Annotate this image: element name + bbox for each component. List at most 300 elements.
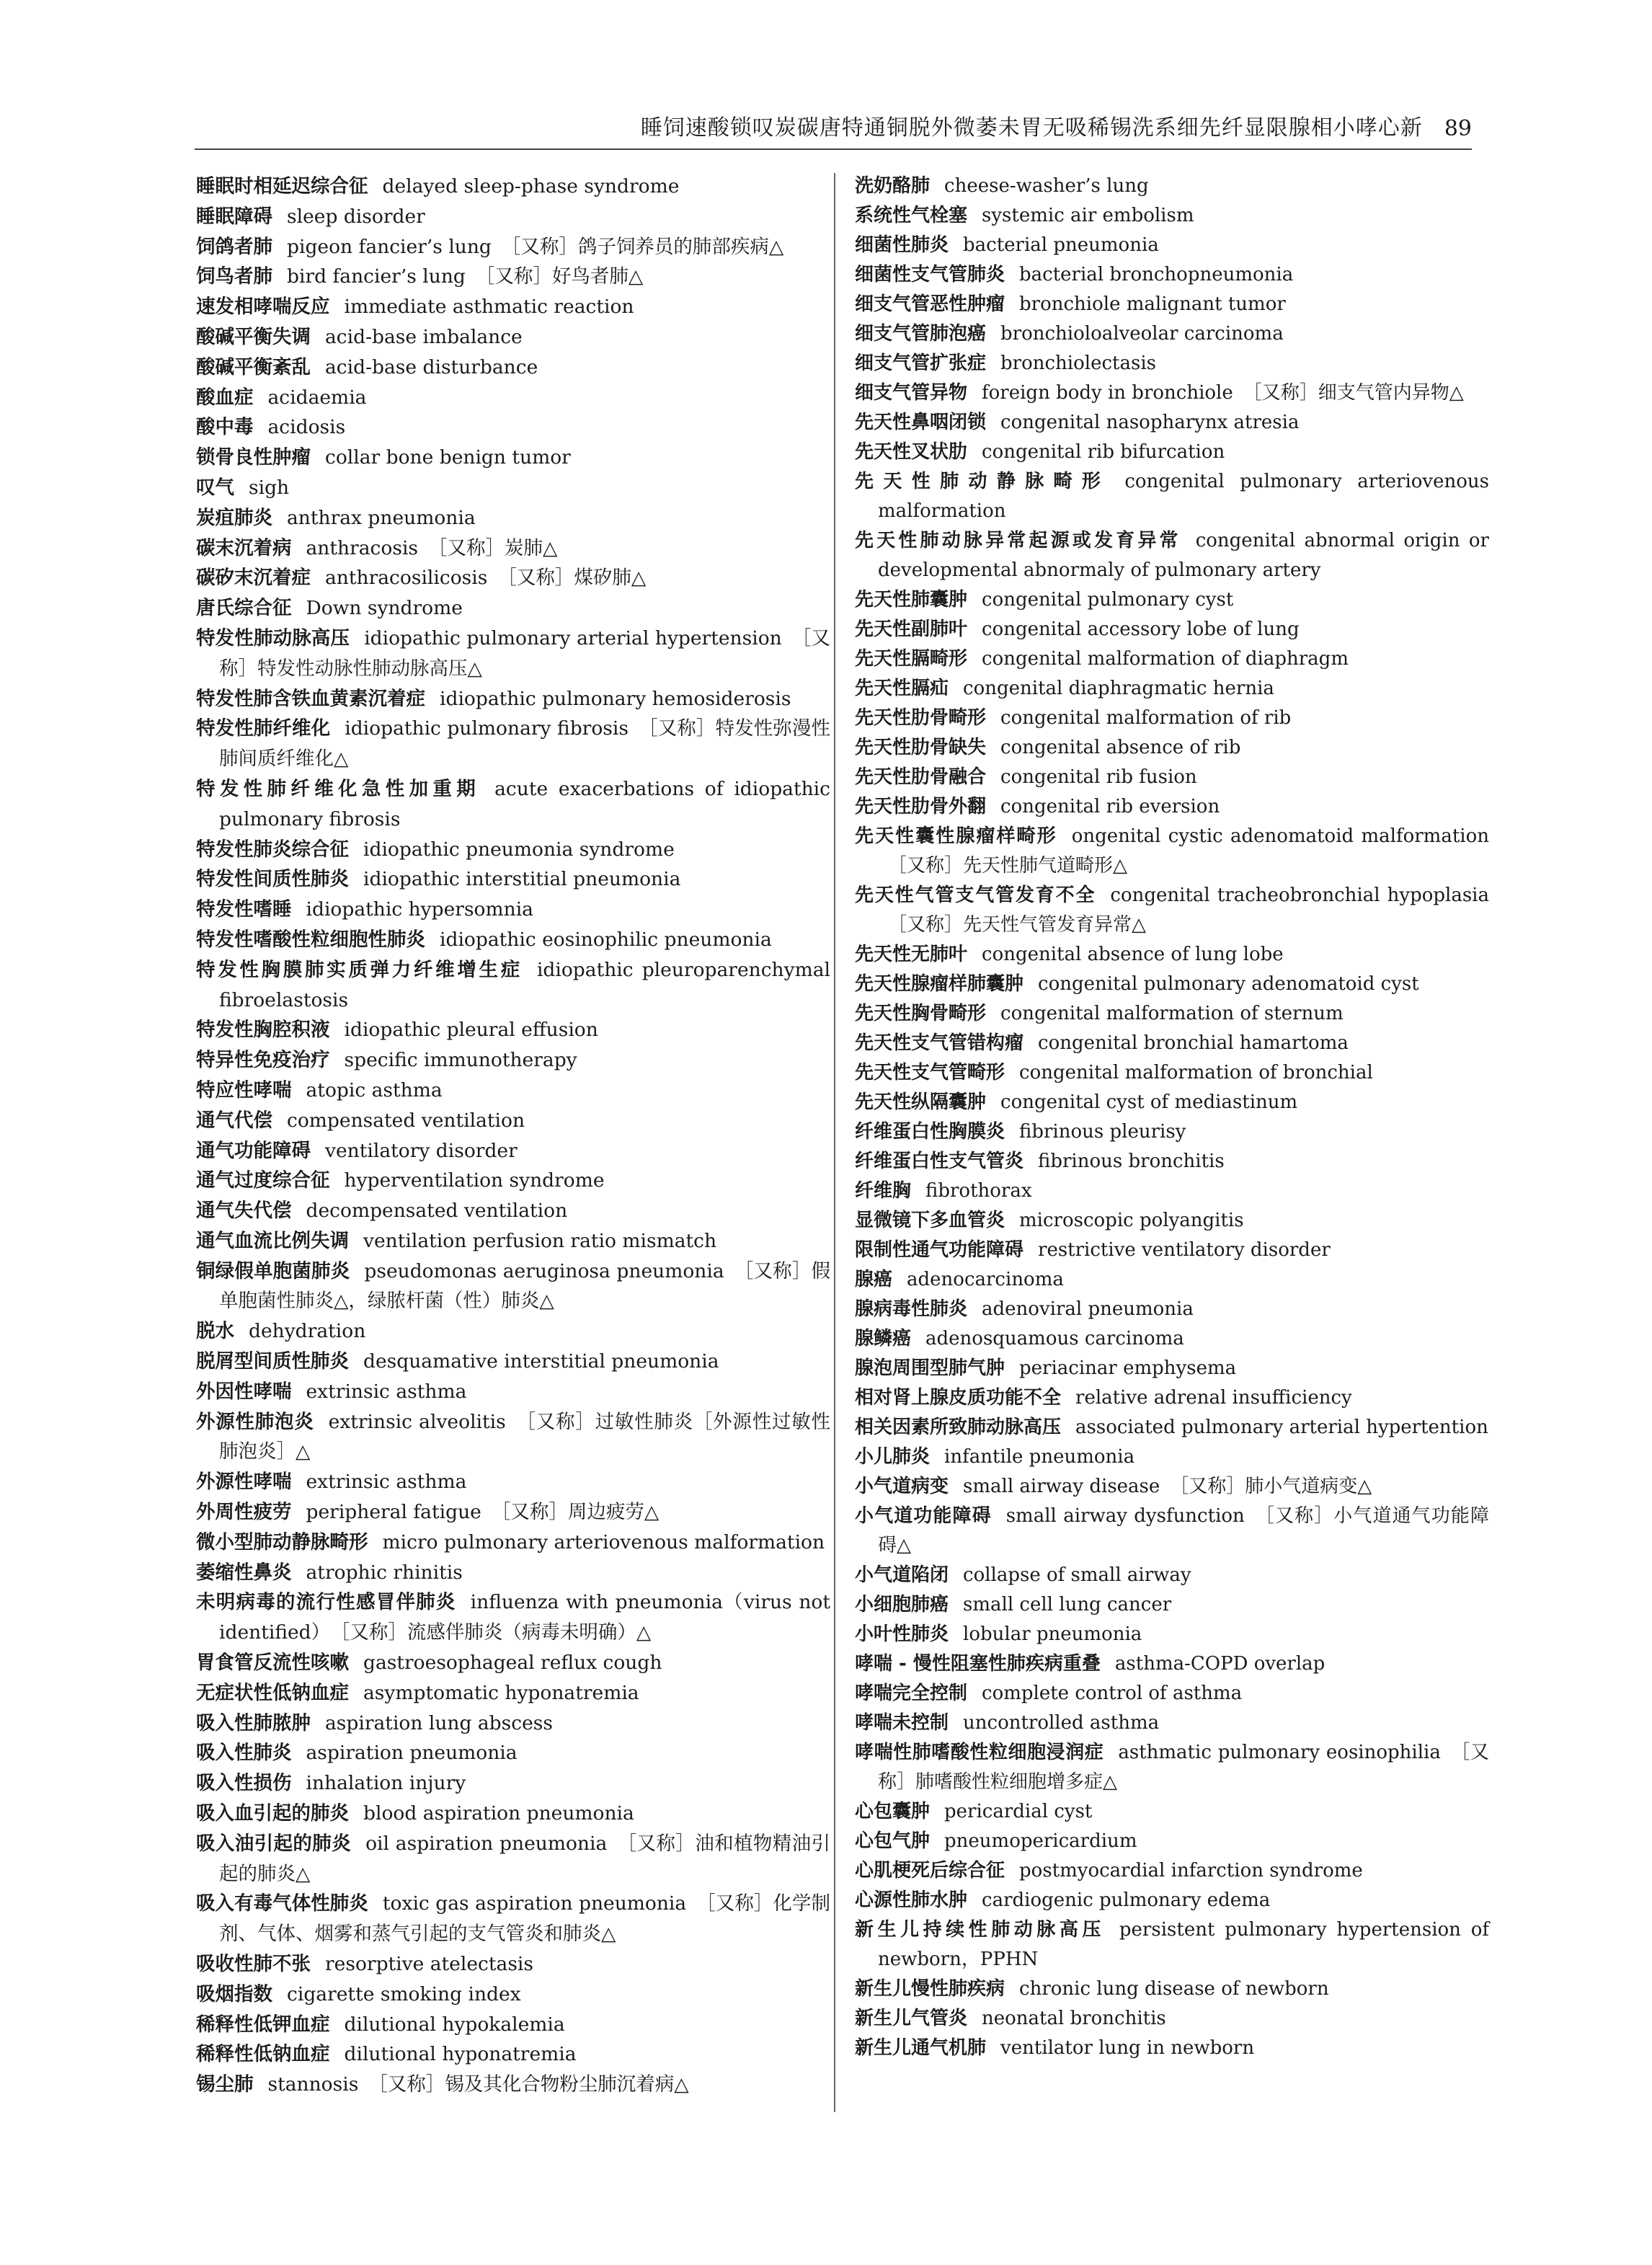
term-chinese: 稀释性低钠血症 [196,2043,330,2066]
term-chinese: 小儿肺炎 [855,1446,931,1468]
term-english: immediate asthmatic reaction [344,296,634,319]
term-english: congenital malformation of rib [1000,707,1292,729]
glossary-entry [196,443,830,473]
term-chinese: 系统性气栓塞 [855,205,968,226]
term-chinese: 叹气 [196,476,234,499]
term-chinese: 哮喘未控制 [855,1712,949,1734]
term-english: sleep disorder [287,205,425,228]
term-english: desquamative interstitial pneumonia [363,1350,719,1373]
term-english: lobular pneumonia [963,1623,1142,1645]
glossary-entry [196,1738,830,1768]
term-english: adenosquamous carcinoma [925,1328,1184,1349]
term-chinese: 速发相哮喘反应 [196,296,330,319]
term-english: neonatal bronchitis [982,2008,1166,2029]
glossary-entry [196,624,830,684]
term-alias: ［又称］特发性动脉性肺动脉高压△ [219,626,831,680]
term-english: acute exacerbations of idiopathic pulmonary fibrosis [219,777,830,830]
term-english: idiopathic pneumonia syndrome [363,838,675,861]
term-english: aspiration lung abscess [325,1711,553,1734]
glossary-entry [855,1088,1489,1117]
glossary-entry [196,2010,830,2040]
glossary-entry [855,408,1489,438]
glossary-entry [196,503,830,533]
term-english: aspiration pneumonia [306,1742,518,1765]
term-chinese: 新生儿气管炎 [855,2008,968,2029]
term-english: congenital pulmonary cyst [982,589,1234,611]
term-chinese: 显微镜下多血管炎 [855,1210,1005,1231]
term-chinese: 先天性肋骨缺失 [855,737,987,758]
term-chinese: 小气道功能障碍 [855,1505,992,1527]
term-english: congenital abnormal origin or developmental abnormaly of pulmonary artery [878,530,1489,581]
term-english: congenital rib eversion [1000,796,1220,817]
glossary-entry [196,593,830,624]
term-chinese: 特发性肺含铁血黄素沉着症 [196,687,425,710]
glossary-entry [196,1226,830,1256]
term-english: idiopathic interstitial pneumonia [363,868,681,891]
glossary-entry [855,1324,1489,1354]
glossary-entry [196,202,830,232]
term-chinese: 通气血流比例失调 [196,1229,349,1252]
glossary-entry [855,231,1489,260]
glossary-entry [196,172,830,202]
glossary-entry [855,438,1489,467]
glossary-entry [855,172,1489,201]
term-english: idiopathic hypersomnia [306,898,533,921]
glossary-entry [196,1558,830,1588]
term-chinese: 外源性哮喘 [196,1471,292,1494]
term-chinese: 先天性膈畸形 [855,648,968,670]
glossary-entry [196,955,830,1016]
term-english: Down syndrome [306,597,463,620]
term-chinese: 特发性间质性肺炎 [196,868,349,891]
term-english: congenital accessory lobe of lung [982,619,1300,640]
glossary-entry [196,835,830,865]
right-column [855,172,1489,2063]
term-english: asthmatic pulmonary eosinophilia [1118,1742,1441,1763]
term-alias: ［又称］肺小气道病变△ [1170,1476,1372,1497]
term-chinese: 洗奶酪肺 [855,175,931,197]
glossary-entry [196,2039,830,2070]
term-chinese: 腺病毒性肺炎 [855,1298,968,1320]
term-chinese: 纤维胸 [855,1180,912,1202]
glossary-entry [855,1354,1489,1383]
glossary-entry [196,1377,830,1407]
glossary-entry [855,881,1489,940]
term-english: influenza with pneumonia（virus not identified） [219,1591,830,1644]
term-english: congenital absence of rib [1000,737,1241,758]
glossary-entry [855,1915,1489,1974]
term-english: cigarette smoking index [287,1982,521,2005]
term-english: inhalation injury [306,1772,466,1795]
term-english: congenital malformation of sternum [1000,1003,1344,1024]
glossary-entry [196,383,830,413]
term-english: pneumopericardium [944,1830,1137,1852]
term-english: atrophic rhinitis [306,1561,463,1584]
term-chinese: 唐氏综合征 [196,597,292,620]
term-chinese: 先天性肺动脉异常起源或发育异常 [855,530,1181,551]
term-english: chronic lung disease of newborn [1019,1978,1329,2000]
term-english: bronchiolectasis [1000,353,1156,374]
glossary-entry [196,1166,830,1196]
term-english: bird fancier’s lung [287,265,466,288]
glossary-entry [196,1829,830,1889]
term-english: fibrothorax [925,1180,1032,1202]
term-chinese: 铜绿假单胞菌肺炎 [196,1259,350,1282]
term-chinese: 先天性气管支气管发育不全 [855,885,1096,906]
term-english: idiopathic pleural effusion [344,1019,598,1042]
term-english: infantile pneumonia [944,1446,1135,1468]
term-english: congenital absence of lung lobe [982,944,1284,965]
glossary-entry [196,1980,830,2010]
glossary-entry [196,774,830,835]
glossary-entry [855,1856,1489,1886]
glossary-entry [196,1768,830,1799]
term-chinese: 新生儿持续性肺动脉高压 [855,1919,1105,1941]
term-chinese: 先天性膈疝 [855,678,949,699]
term-english: anthracosilicosis [325,567,488,590]
term-chinese: 特异性免疫治疗 [196,1049,330,1072]
glossary-entry [855,1383,1489,1413]
term-chinese: 先天性支气管错构瘤 [855,1032,1024,1054]
term-alias: ［又称］油和植物精油引起的肺炎△ [219,1832,830,1885]
glossary-entry [855,290,1489,319]
glossary-entry [855,999,1489,1029]
term-english: congenital rib fusion [1000,766,1197,788]
term-english: complete control of asthma [982,1683,1243,1704]
glossary-entry [855,1590,1489,1620]
term-chinese: 无症状性低钠血症 [196,1681,349,1704]
term-chinese: 哮喘完全控制 [855,1683,968,1704]
term-chinese: 酸碱平衡失调 [196,325,311,348]
term-chinese: 先天性肋骨畸形 [855,707,987,729]
glossary-entry [855,644,1489,674]
term-chinese: 酸碱平衡紊乱 [196,355,311,378]
term-english: congenital rib bifurcation [982,441,1225,463]
glossary-entry [196,1076,830,1106]
glossary-entry [855,1620,1489,1649]
term-english: extrinsic alveolitis [328,1410,506,1433]
term-chinese: 纤维蛋白性胸膜炎 [855,1121,1005,1143]
term-chinese: 特发性肺纤维化 [196,717,331,740]
term-chinese: 先天性副肺叶 [855,619,968,640]
term-chinese: 吸入血引起的肺炎 [196,1802,349,1825]
term-english: pseudomonas aeruginosa pneumonia [364,1259,724,1282]
glossary-entry [855,378,1489,408]
glossary-entry [196,1708,830,1739]
term-chinese: 通气功能障碍 [196,1139,311,1162]
glossary-entry [196,473,830,503]
term-alias: ［又称］先天性肺气道畸形△ [888,855,1127,877]
term-english: bacterial bronchopneumonia [1019,264,1294,285]
glossary-entry [855,1029,1489,1058]
glossary-entry [855,1176,1489,1206]
term-chinese: 吸入性肺炎 [196,1742,292,1765]
term-chinese: 先天性肋骨融合 [855,766,987,788]
glossary-entry [196,1196,830,1226]
term-chinese: 睡眠障碍 [196,205,272,228]
term-chinese: 睡眠时相延迟综合征 [196,175,368,198]
glossary-entry [196,1136,830,1166]
glossary-entry [855,467,1489,526]
term-chinese: 先天性肺动静脉畸形 [855,471,1111,492]
term-english: peripheral fatigue [306,1501,481,1524]
term-english: hyperventilation syndrome [344,1169,605,1192]
term-english: uncontrolled asthma [963,1712,1160,1734]
term-english: idiopathic pulmonary fibrosis [345,717,629,740]
term-english: congenital cyst of mediastinum [1000,1091,1298,1113]
glossary-entry [855,1649,1489,1679]
term-chinese: 细菌性支气管肺炎 [855,264,1005,285]
term-chinese: 心包囊肿 [855,1801,931,1822]
term-chinese: 先天性腺瘤样肺囊肿 [855,973,1024,995]
glossary-entry [855,260,1489,290]
glossary-entry [196,262,830,292]
term-english: congenital tracheobronchial hypoplasia [1110,885,1489,906]
term-chinese: 先天性囊性腺瘤样畸形 [855,825,1057,847]
glossary-entry [855,1886,1489,1915]
term-english: ventilator lung in newborn [1000,2037,1255,2059]
term-chinese: 炭疽肺炎 [196,506,272,529]
glossary-entry [196,1467,830,1497]
glossary-entry [855,1472,1489,1502]
column-divider [834,173,835,2112]
term-english: asthma-COPD overlap [1114,1653,1325,1675]
glossary-entry [855,1117,1489,1147]
glossary-entry [855,349,1489,378]
glossary-entry [855,763,1489,792]
term-chinese: 新生儿通气机肺 [855,2037,987,2059]
term-english: pericardial cyst [944,1801,1093,1822]
term-english: dilutional hypokalemia [344,2013,565,2036]
term-chinese: 先天性鼻咽闭锁 [855,412,987,433]
term-chinese: 相对肾上腺皮质功能不全 [855,1387,1062,1409]
term-english: anthrax pneumonia [287,506,476,529]
term-english: congenital nasopharynx atresia [1000,412,1300,433]
glossary-entry [855,733,1489,763]
glossary-entry [855,1679,1489,1708]
glossary-entry [855,1797,1489,1827]
term-chinese: 哮喘 - 慢性阻塞性肺疾病重叠 [855,1653,1101,1675]
term-chinese: 先天性纵隔囊肿 [855,1091,987,1113]
term-chinese: 腺泡周围型肺气肿 [855,1357,1005,1379]
term-english: idiopathic eosinophilic pneumonia [440,928,772,951]
term-chinese: 腺鳞癌 [855,1328,912,1349]
term-chinese: 碳末沉着病 [196,536,292,559]
glossary-entry [196,714,830,774]
term-english: extrinsic asthma [306,1471,467,1494]
term-chinese: 特应性哮喘 [196,1078,292,1102]
term-english: dehydration [249,1320,366,1343]
term-english: bronchiole malignant tumor [1019,293,1286,315]
term-chinese: 细支气管异物 [855,382,968,404]
term-chinese: 心包气肿 [855,1830,931,1852]
term-english: collapse of small airway [963,1564,1191,1586]
term-english: congenital malformation of bronchial [1019,1062,1373,1083]
glossary-entry [196,864,830,895]
term-chinese: 饲鸽者肺 [196,235,272,258]
term-english: restrictive ventilatory disorder [1038,1239,1331,1261]
term-chinese: 特发性肺炎综合征 [196,838,349,861]
term-english: blood aspiration pneumonia [363,1802,634,1825]
glossary-entry [196,1799,830,1829]
glossary-entry [855,1265,1489,1295]
term-alias: ［又称］过敏性肺炎［外源性过敏性肺泡炎］△ [219,1410,830,1463]
term-english: collar bone benign tumor [325,446,571,469]
term-english: compensated ventilation [287,1109,525,1132]
glossary-entry [196,322,830,353]
term-chinese: 特发性肺纤维化急性加重期 [196,777,481,800]
term-chinese: 稀释性低钾血症 [196,2013,330,2036]
term-chinese: 外周性疲劳 [196,1501,292,1524]
term-english: ventilation perfusion ratio mismatch [363,1229,717,1252]
term-chinese: 特发性嗜酸性粒细胞性肺炎 [196,928,425,951]
term-english: idiopathic pulmonary hemosiderosis [440,687,791,710]
glossary-entry [855,792,1489,822]
term-chinese: 脱屑型间质性肺炎 [196,1350,349,1373]
term-chinese: 吸入性损伤 [196,1772,292,1795]
term-english: postmyocardial infarction syndrome [1019,1860,1363,1881]
glossary-entry [196,1497,830,1528]
glossary-entry [855,1236,1489,1265]
term-english: bronchioloalveolar carcinoma [1000,323,1284,345]
glossary-entry [196,1678,830,1708]
glossary-entry [855,1708,1489,1738]
term-english: congenital malformation of diaphragm [982,648,1349,670]
term-english: acidosis [267,416,346,439]
glossary-entry [196,684,830,714]
term-english: pigeon fancier’s lung [287,235,492,258]
glossary-entry [196,1316,830,1347]
term-chinese: 吸入有毒气体性肺炎 [196,1892,368,1915]
term-english: acidaemia [267,386,367,409]
term-english: ongenital cystic adenomatoid malformation [1071,825,1489,847]
term-chinese: 细支气管扩张症 [855,353,987,374]
glossary-entry [196,1347,830,1377]
term-chinese: 心源性肺水肿 [855,1889,968,1911]
glossary-entry [855,1147,1489,1176]
term-chinese: 饲鸟者肺 [196,265,272,288]
term-english: specific immunotherapy [344,1049,577,1072]
term-english: microscopic polyangitis [1019,1210,1244,1231]
term-english: toxic gas aspiration pneumonia [382,1892,687,1915]
term-chinese: 特发性肺动脉高压 [196,626,350,650]
term-english: atopic asthma [306,1078,443,1102]
term-english: relative adrenal insufficiency [1075,1387,1352,1409]
glossary-entry [196,1256,830,1317]
term-english: congenital diaphragmatic hernia [963,678,1274,699]
term-english: resorptive atelectasis [325,1953,533,1976]
glossary-entry [855,822,1489,881]
glossary-entry [196,895,830,925]
term-chinese: 吸收性肺不张 [196,1953,311,1976]
glossary-entry [196,925,830,955]
term-english: fibrinous bronchitis [1038,1151,1225,1172]
term-chinese: 酸中毒 [196,416,254,439]
term-chinese: 相关因素所致肺动脉高压 [855,1417,1062,1438]
glossary-entry [855,1413,1489,1442]
glossary-entry [196,1949,830,1980]
glossary-entry [855,1738,1489,1797]
term-english: asymptomatic hyponatremia [363,1681,639,1704]
glossary-entry [855,1058,1489,1088]
glossary-entry [196,1407,830,1468]
term-alias: ［又称］鸽子饲养员的肺部疾病△ [501,235,784,258]
term-english: adenocarcinoma [907,1269,1064,1290]
term-english: congenital pulmonary arteriovenous malformation [878,471,1489,522]
term-chinese: 先天性胸骨畸形 [855,1003,987,1024]
term-chinese: 细支气管肺泡癌 [855,323,987,345]
term-english: acid-base disturbance [325,355,538,378]
term-chinese: 锁骨良性肿瘤 [196,446,311,469]
glossary-entry [196,412,830,443]
glossary-entry [196,232,830,262]
term-chinese: 碳矽末沉着症 [196,567,311,590]
term-english: anthracosis [306,536,419,559]
glossary-entry [196,563,830,593]
term-english: cardiogenic pulmonary edema [982,1889,1271,1911]
term-english: systemic air embolism [982,205,1194,226]
term-chinese: 通气过度综合征 [196,1169,330,1192]
term-chinese: 限制性通气功能障碍 [855,1239,1024,1261]
term-chinese: 小细胞肺癌 [855,1594,949,1615]
left-column [196,172,830,2100]
glossary-entry [196,1648,830,1678]
term-english: persistent pulmonary hypertension of newborn，PPHN [878,1919,1489,1970]
term-alias: ［又称］炭肺△ [428,536,558,559]
term-chinese: 吸入性肺脓肿 [196,1711,311,1734]
term-chinese: 脱水 [196,1320,234,1343]
glossary-entry [196,1889,830,1949]
glossary-entry [855,1295,1489,1324]
term-english: gastroesophageal reflux cough [363,1652,662,1675]
term-chinese: 特发性胸膜肺实质弹力纤维增生症 [196,958,523,981]
glossary-entry [855,940,1489,970]
glossary-entry [855,1974,1489,2004]
term-chinese: 微小型肺动静脉畸形 [196,1530,368,1553]
glossary-entry [855,2034,1489,2063]
glossary-entry [196,1587,830,1648]
glossary-entry [855,201,1489,231]
term-english: small cell lung cancer [963,1594,1172,1615]
term-chinese: 先天性叉状肋 [855,441,968,463]
term-chinese: 腺癌 [855,1269,893,1290]
term-english: congenital bronchial hamartoma [1038,1032,1349,1054]
glossary-entry [196,1528,830,1558]
term-chinese: 纤维蛋白性支气管炎 [855,1151,1024,1172]
term-chinese: 锡尘肺 [196,2073,254,2096]
glossary-entry [196,1106,830,1136]
term-chinese: 小气道陷闭 [855,1564,949,1586]
term-english: idiopathic pulmonary arterial hypertension [364,626,782,650]
glossary-entry [855,1206,1489,1236]
term-chinese: 胃食管反流性咳嗽 [196,1652,349,1675]
term-chinese: 外源性肺泡炎 [196,1410,314,1433]
term-english: periacinar emphysema [1019,1357,1237,1379]
term-alias: ［又称］流感伴肺炎（病毒未明确）△ [340,1621,652,1644]
term-chinese: 哮喘性肺嗜酸性粒细胞浸润症 [855,1742,1104,1763]
term-english: dilutional hyponatremia [344,2043,577,2066]
term-chinese: 先天性无肺叶 [855,944,968,965]
term-english: decompensated ventilation [306,1200,568,1223]
term-alias: ［又称］肺嗜酸性粒细胞增多症△ [878,1742,1489,1793]
term-alias: ［又称］煤矽肺△ [497,567,647,590]
glossary-entry [855,970,1489,999]
term-alias: ［又称］锡及其化合物粉尘肺沉着病△ [368,2073,689,2096]
glossary-entry [855,585,1489,615]
term-chinese: 通气代偿 [196,1109,272,1132]
glossary-entry [855,1561,1489,1590]
term-chinese: 细支气管恶性肿瘤 [855,293,1005,315]
